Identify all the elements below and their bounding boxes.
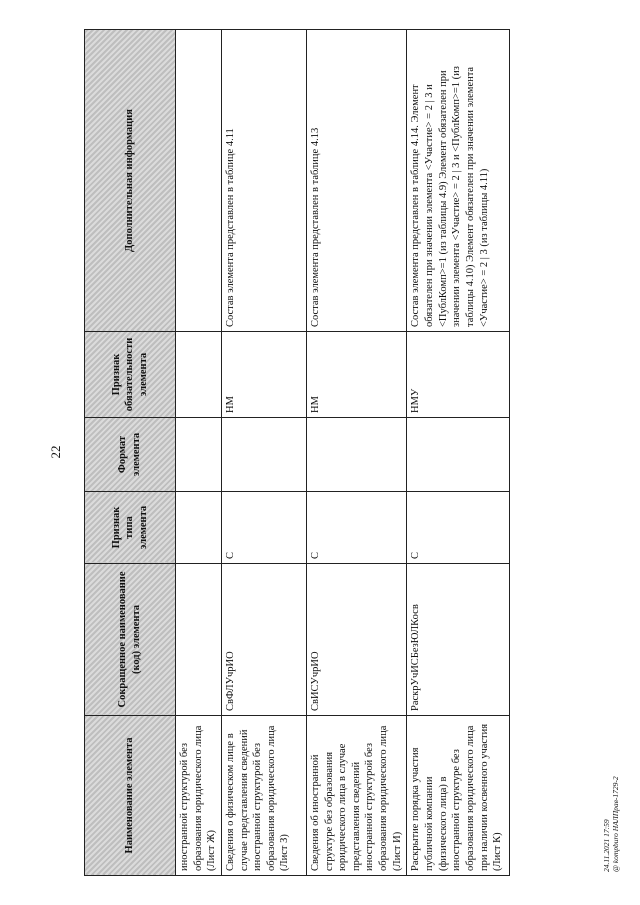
table-header-row bbox=[85, 30, 176, 876]
header-required: Признак обязательности элемента bbox=[85, 332, 176, 418]
cell-code: СвИСУчрИО bbox=[306, 564, 406, 716]
cell-info: Состав элемента представлен в таблице 4.14. Элемент обязателен при значении элемента <Участие> = 2 | 3 и <ПублКомп>=1 (из таблицы 4.9) Элемент обязателен при значении элемента <Участие> = 2 | 3 и <ПублКомп>=1 (из таблицы 4.10) Элемент обязателен при значении элемента <Участие> = 2 | 3 (из таблицы 4.11) bbox=[407, 30, 510, 332]
cell-name: Сведения об иностранной структуре без образования юридического лица в случае представления сведений иностранной структурой без образования юридического лица (Лист И) bbox=[306, 716, 406, 876]
header-type: Признак типа элемента bbox=[85, 492, 176, 564]
cell-info: Состав элемента представлен в таблице 4.13 bbox=[306, 30, 406, 332]
print-stamp bbox=[597, 748, 619, 878]
cell-format bbox=[306, 418, 406, 492]
header-name: Наименование элемента bbox=[85, 716, 176, 876]
stamp-datetime: 24.11.2021 17:59 bbox=[602, 819, 611, 872]
cell-code: СвФЛУчрИО bbox=[221, 564, 306, 716]
stamp-source: @ kompburo НАЛПрав-1729-2 bbox=[611, 776, 620, 872]
cell-type: С bbox=[306, 492, 406, 564]
cell-info: Состав элемента представлен в таблице 4.11 bbox=[221, 30, 306, 332]
table-row bbox=[407, 30, 510, 876]
table-row bbox=[176, 30, 222, 876]
cell-code bbox=[176, 564, 222, 716]
cell-required: НМ bbox=[306, 332, 406, 418]
header-format: Формат элемента bbox=[85, 418, 176, 492]
cell-type: С bbox=[407, 492, 510, 564]
cell-format bbox=[407, 418, 510, 492]
rotated-table-container bbox=[84, 30, 504, 876]
cell-required: НМ bbox=[221, 332, 306, 418]
table-row bbox=[221, 30, 306, 876]
page-number: 22 bbox=[48, 445, 63, 459]
cell-format bbox=[176, 418, 222, 492]
table-frame bbox=[84, 30, 504, 876]
cell-type bbox=[176, 492, 222, 564]
cell-code: РаскрУчИСБезЮЛКосв bbox=[407, 564, 510, 716]
cell-name: иностранной структурой без образования юридического лица (Лист Ж) bbox=[176, 716, 222, 876]
table-row bbox=[306, 30, 406, 876]
cell-required bbox=[176, 332, 222, 418]
header-code: Сокращенное наименование (код) элемента bbox=[85, 564, 176, 716]
elements-table bbox=[84, 29, 510, 876]
cell-format bbox=[221, 418, 306, 492]
header-info: Дополнительная информация bbox=[85, 30, 176, 332]
cell-type: С bbox=[221, 492, 306, 564]
cell-name: Сведения о физическом лице в случае представления сведений иностранной структурой без образования юридического лица (Лист З) bbox=[221, 716, 306, 876]
cell-name: Раскрытие порядка участия публичной компании (физического лица) в иностранной структуре без образования юридического лица при наличии косвенного участия (Лист К) bbox=[407, 716, 510, 876]
cell-info bbox=[176, 30, 222, 332]
cell-required: НМУ bbox=[407, 332, 510, 418]
